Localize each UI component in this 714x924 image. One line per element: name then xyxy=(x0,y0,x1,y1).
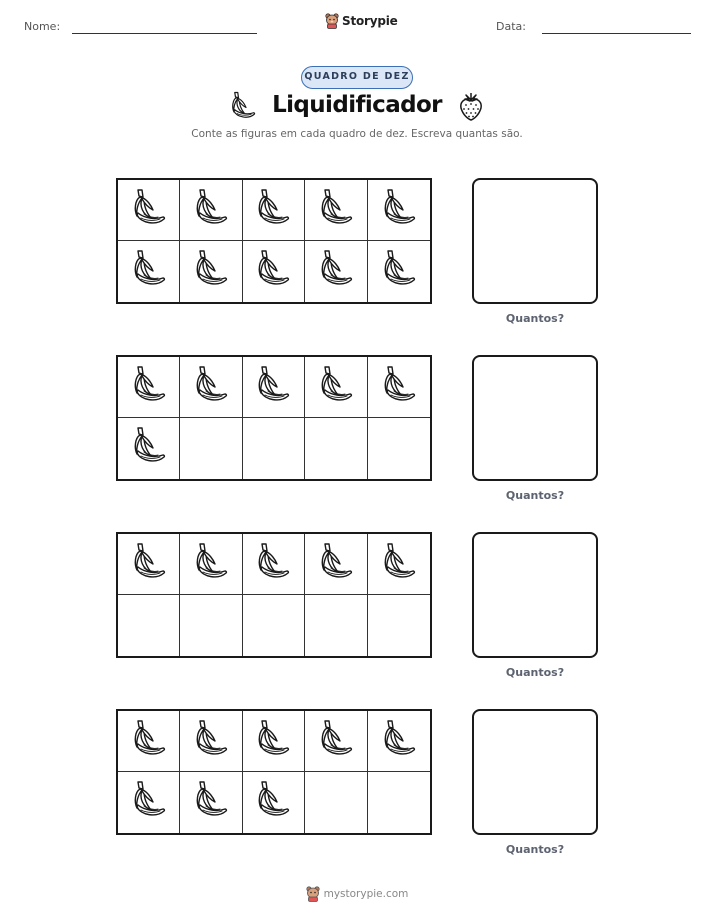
ten-frame xyxy=(116,709,432,835)
ten-frame-cell xyxy=(180,534,242,595)
ten-frame-cell xyxy=(180,595,242,656)
ten-frame-cell xyxy=(118,595,180,656)
banana-icon xyxy=(253,365,293,410)
ten-frame-cell xyxy=(118,241,180,302)
banana-icon xyxy=(316,249,356,294)
banana-icon xyxy=(129,188,169,233)
answer-box[interactable] xyxy=(472,709,598,835)
ten-frame-cell xyxy=(243,241,305,302)
ten-frame-cell xyxy=(180,357,242,418)
footer-url: mystorypie.com xyxy=(323,888,409,900)
ten-frame-cell xyxy=(180,418,242,479)
answer-box[interactable] xyxy=(472,532,598,658)
answer-box[interactable] xyxy=(472,355,598,481)
ten-frame-cell xyxy=(118,418,180,479)
banana-icon xyxy=(316,542,356,587)
answer-label: Quantos? xyxy=(505,489,565,502)
banana-icon xyxy=(379,365,419,410)
ten-frame-cell xyxy=(118,711,180,772)
ten-frame-cell xyxy=(243,357,305,418)
logo-text: Storypie xyxy=(342,14,398,28)
ten-frame-cell xyxy=(118,534,180,595)
date-line[interactable] xyxy=(542,33,691,34)
ten-frame-cell xyxy=(180,241,242,302)
ten-frame-cell xyxy=(305,534,367,595)
ten-frame-cell xyxy=(118,772,180,833)
answer-box[interactable] xyxy=(472,178,598,304)
strawberry-icon xyxy=(457,91,485,121)
banana-icon xyxy=(129,719,169,764)
banana-icon xyxy=(379,188,419,233)
answer-label: Quantos? xyxy=(505,312,565,325)
ten-frame-cell xyxy=(305,418,367,479)
ten-frame-cell xyxy=(305,772,367,833)
ten-frame-cell xyxy=(368,711,430,772)
ten-frame-cell xyxy=(180,180,242,241)
ten-frame xyxy=(116,355,432,481)
banana-icon xyxy=(316,188,356,233)
date-label: Data: xyxy=(496,20,526,33)
ten-frame-cell xyxy=(243,711,305,772)
banana-icon xyxy=(316,365,356,410)
answer-label: Quantos? xyxy=(505,843,565,856)
banana-icon xyxy=(129,780,169,825)
banana-icon xyxy=(129,365,169,410)
banana-icon xyxy=(253,780,293,825)
banana-icon xyxy=(379,542,419,587)
banana-icon xyxy=(379,719,419,764)
ten-frame-cell xyxy=(118,180,180,241)
banana-icon xyxy=(379,249,419,294)
ten-frame-cell xyxy=(305,711,367,772)
ten-frame-cell xyxy=(243,180,305,241)
ten-frame-cell xyxy=(368,418,430,479)
banana-icon xyxy=(253,542,293,587)
banana-icon xyxy=(253,188,293,233)
ten-frame-cell xyxy=(368,180,430,241)
ten-frame-cell xyxy=(368,772,430,833)
name-label: Nome: xyxy=(24,20,61,33)
ten-frame-cell xyxy=(243,418,305,479)
banana-icon xyxy=(129,426,169,471)
banana-icon xyxy=(191,719,231,764)
banana-icon xyxy=(191,542,231,587)
footer xyxy=(0,886,714,902)
banana-icon xyxy=(129,249,169,294)
ten-frame-cell xyxy=(118,357,180,418)
bear-mascot-icon xyxy=(306,886,320,902)
answer-label: Quantos? xyxy=(505,666,565,679)
banana-icon xyxy=(253,249,293,294)
ten-frame-cell xyxy=(180,772,242,833)
banana-icon xyxy=(191,188,231,233)
ten-frame-cell xyxy=(368,595,430,656)
ten-frame-cell xyxy=(305,595,367,656)
banana-icon xyxy=(191,365,231,410)
ten-frame-cell xyxy=(243,534,305,595)
storypie-logo xyxy=(325,13,398,29)
ten-frame-cell xyxy=(243,595,305,656)
banana-icon xyxy=(191,780,231,825)
instructions-text: Conte as figuras em cada quadro de dez. Escreva quantas são. xyxy=(191,128,523,140)
ten-frame-cell xyxy=(180,711,242,772)
name-line[interactable] xyxy=(72,33,257,34)
ten-frame-cell xyxy=(305,241,367,302)
bear-mascot-icon xyxy=(325,13,339,29)
ten-frame xyxy=(116,178,432,304)
ten-frame-cell xyxy=(305,180,367,241)
ten-frame-cell xyxy=(243,772,305,833)
banana-icon xyxy=(191,249,231,294)
banana-icon xyxy=(228,91,258,121)
banana-icon xyxy=(253,719,293,764)
ten-frame xyxy=(116,532,432,658)
ten-frame-cell xyxy=(368,534,430,595)
banana-icon xyxy=(316,719,356,764)
ten-frame-cell xyxy=(368,357,430,418)
page-title: Liquidificador xyxy=(272,92,442,118)
worksheet-type-badge: QUADRO DE DEZ xyxy=(301,66,413,89)
ten-frame-cell xyxy=(368,241,430,302)
banana-icon xyxy=(129,542,169,587)
ten-frame-cell xyxy=(305,357,367,418)
